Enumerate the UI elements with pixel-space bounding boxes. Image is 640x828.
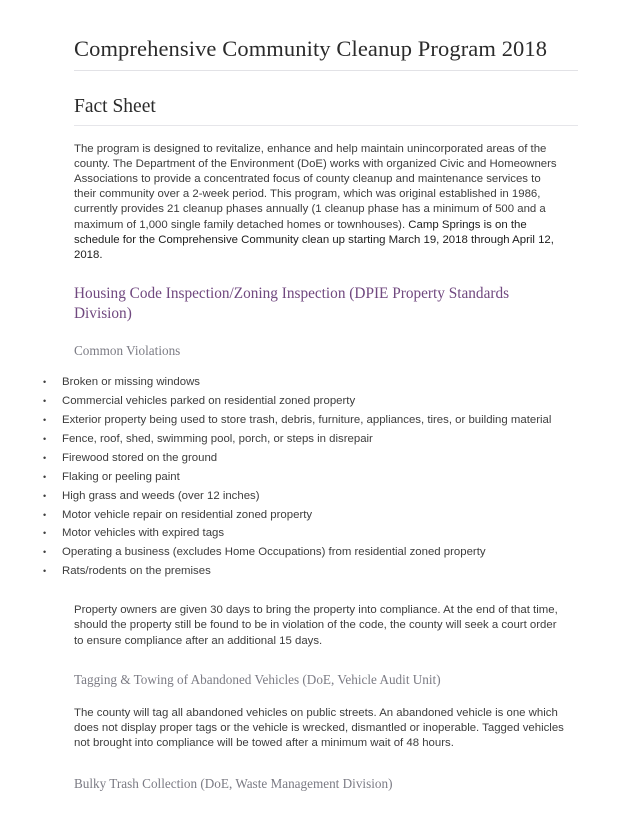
intro-paragraph (74, 142, 564, 264)
intro-text-emphasis: Camp Springs is on the schedule for the Comprehensive Community clean up starting March 19, 2018 through April 12, 2018. (74, 218, 554, 261)
list-item: • Firewood stored on the ground (0, 449, 640, 468)
list-item: • Exterior property being used to store trash, debris, furniture, appliances, tires, or building material (0, 411, 640, 430)
tagging-body-paragraph: The county will tag all abandoned vehicles on public streets. An abandoned vehicle is one which does not display proper tags or the vehicle is wrecked, dismantled or inoperable. Tagged vehicles not brought into compliance will be towed after a minimum wait of 48 hours. (74, 706, 564, 750)
list-item: • Operating a business (excludes Home Occupations) from residential zoned property (0, 543, 640, 562)
violations-list (0, 373, 640, 581)
section-divider (74, 125, 578, 126)
subheading-bulky-trash: Bulky Trash Collection (DoE, Waste Management Division) (74, 776, 393, 792)
list-item: • Motor vehicle repair on residential zoned property (0, 506, 640, 525)
heading-housing-code-inspection: Housing Code Inspection/Zoning Inspection (DPIE Property Standards Division) (74, 285, 510, 323)
page-title: Comprehensive Community Cleanup Program 2018 (74, 36, 548, 61)
list-item: • Commercial vehicles parked on residential zoned property (0, 392, 640, 411)
list-item: • Motor vehicles with expired tags (0, 524, 640, 543)
list-item: • Rats/rodents on the premises (0, 562, 640, 581)
subheading-common-violations: Common Violations (74, 343, 181, 359)
list-item: • Fence, roof, shed, swimming pool, porch, or steps in disrepair (0, 430, 640, 449)
list-item: • High grass and weeds (over 12 inches) (0, 487, 640, 506)
section-title-fact-sheet: Fact Sheet (74, 95, 156, 117)
intro-text-main: The program is designed to revitalize, enhance and help maintain unincorporated areas of the county. The Department of the Environment (DoE) works with organized Civic and Homeowners Associations to provide a concentrated focus of county cleanup and maintenance services to their community over a 2-week period. This program, which was original established in 1986, currently provides 21 cleanup phases annually (1 cleanup phase has a minimum of 500 and a maximum of 1,000 single family detached homes or townhouses). (74, 142, 557, 231)
subheading-tagging-towing: Tagging & Towing of Abandoned Vehicles (DoE, Vehicle Audit Unit) (74, 671, 441, 687)
list-item: • Broken or missing windows (0, 373, 640, 392)
list-item: • Flaking or peeling paint (0, 468, 640, 487)
compliance-note-paragraph: Property owners are given 30 days to bring the property into compliance. At the end of that time, should the property still be found to be in violation of the code, the county will seek a court order to ensure compliance after an additional 15 days. (74, 604, 558, 647)
